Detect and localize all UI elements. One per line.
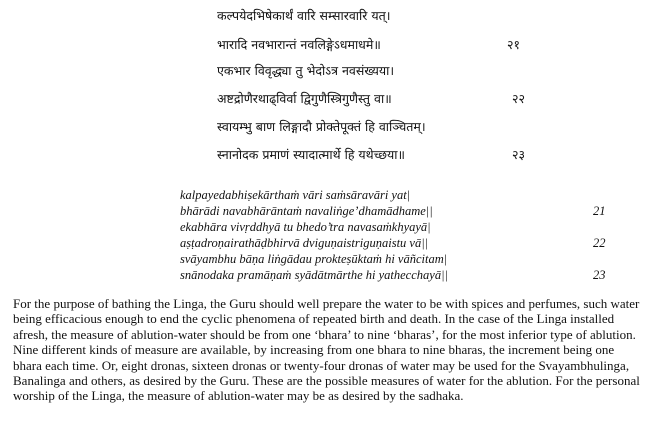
devanagari-verse-line: एकभार विवृद्ध्या तु भेदोऽत्र नवसंख्यया। bbox=[217, 63, 395, 78]
transliteration-verse-number: 22 bbox=[593, 236, 606, 250]
devanagari-verse-line: स्वायम्भु बाण लिङ्गादौ प्रोक्तेपूक्तं हि वाञ्चितम्। bbox=[217, 119, 426, 134]
transliteration-verse-number: 21 bbox=[593, 204, 606, 218]
devanagari-verse-line: भारादि नवभारान्तं नवलिङ्गेऽधमाधमे॥ bbox=[217, 37, 381, 52]
transliteration-verse-line: ekabhāra vivṛddhyā tu bhedo’tra navasaṁkhyayā| bbox=[180, 220, 431, 234]
transliteration-verse-line: bhārādi navabhārāntaṁ navaliṅge’dhamādhame|| bbox=[180, 204, 433, 218]
devanagari-verse-line: कल्पयेदभिषेकार्थं वारि सम्सारवारि यत्। bbox=[217, 8, 391, 23]
translation-paragraph: For the purpose of bathing the Linga, the Guru should well prepare the water to be with spices and perfumes, such water being efficacious enough to end the cyclic phenomena of repeated birth and death. In the case of the Linga installed afresh, the measure of ablution-water should be from one ‘bhara’ to nine ‘bharas’, for the most inferior type of ablution. Nine different kinds of measure are available, by increasing from one bhara to nine bharas, the increment being one bhara each time. Or, eight dronas, sixteen dronas or twenty-four dronas of water may be used for the Svayambhulinga, Banalinga and others, as desired by the Guru. These are the possible measures of water for the ablution. For the personal worship of the Linga, the measure of ablution-water may be as desired by the sadhaka. bbox=[13, 296, 640, 404]
devanagari-verse-number: २३ bbox=[512, 147, 526, 162]
transliteration-verse-line: svāyambhu bāṇa liṅgādau prokteṣūktaṁ hi vāñcitam| bbox=[180, 252, 448, 266]
devanagari-verse-number: २२ bbox=[512, 91, 526, 106]
devanagari-verse-number: २१ bbox=[507, 37, 521, 52]
devanagari-verse-line: स्नानोदक प्रमाणं स्यादात्मार्थे हि यथेच्छया॥ bbox=[217, 147, 406, 162]
transliteration-verse-line: aṣṭadroṇairathāḍbhirvā dviguṇaistriguṇaistu vā|| bbox=[180, 236, 429, 250]
transliteration-verse-line: kalpayedabhiṣekārthaṁ vāri saṁsāravāri yat| bbox=[180, 188, 411, 202]
devanagari-verse-line: अष्टद्रोणैरथाढ्विर्वा द्विगुणैस्त्रिगुणैस्तु वा॥ bbox=[217, 91, 392, 106]
transliteration-verse-number: 23 bbox=[593, 268, 606, 282]
transliteration-verse-line: snānodaka pramāṇaṁ syādātmārthe hi yathecchayā|| bbox=[180, 268, 448, 282]
